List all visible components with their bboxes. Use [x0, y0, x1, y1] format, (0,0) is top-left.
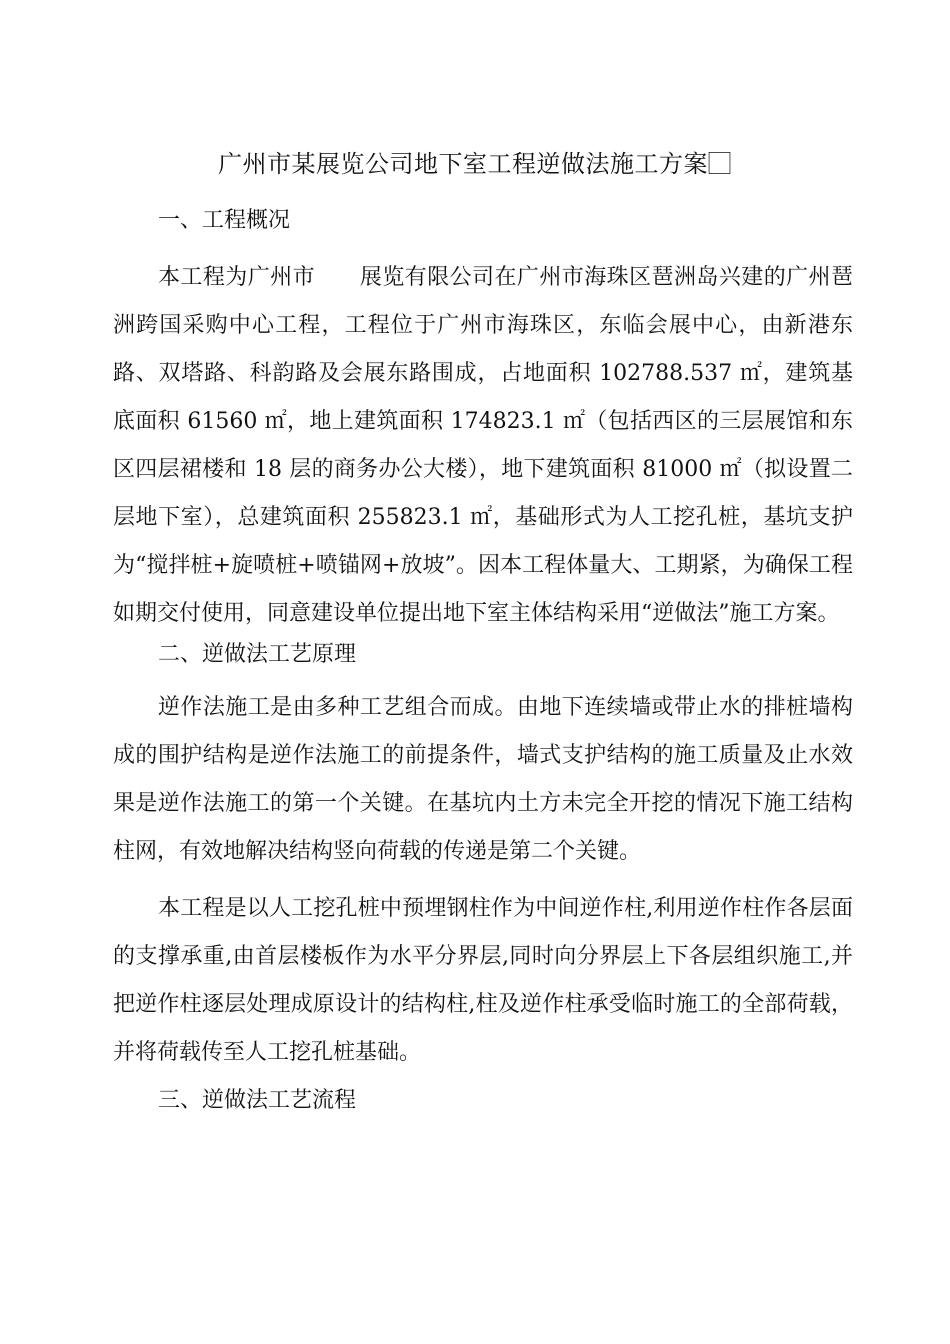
title-text: 广州市某展览公司地下室工程逆做法施工方案 — [218, 150, 732, 178]
section-heading-process: 三、逆做法工艺流程 — [158, 1088, 357, 1113]
section-heading-principle: 二、逆做法工艺原理 — [158, 642, 357, 667]
document-title — [0, 142, 950, 186]
paragraph-overview: 本工程为广州市 展览有限公司在广州市海珠区琶洲岛兴建的广州琶洲跨国采购中心工程，工程位于广州市海珠区，东临会展中心，由新港东路、双塔路、科韵路及会展东路围成，占地面积 102788.537 ㎡，建筑基底面积 61560 ㎡，地上建筑面积 174823.1 ㎡（包括西区的三层展馆和东区四层裙楼和 18 层的商务办公大楼），地下建筑面积 81000 ㎡（拟设置二层地下室），总建筑面积 255823.1 ㎡，基础形式为人工挖孔桩，基坑支护为“搅拌桩+旋喷桩+喷锚网+放坡”。因本工程体量大、工期紧，为确保工程如期交付使用，同意建设单位提出地下室主体结构采用“逆做法”施工方案。 — [113, 265, 853, 626]
paragraph-principle-1: 逆作法施工是由多种工艺组合而成。由地下连续墙或带止水的排桩墙构成的围护结构是逆作法施工的前提条件，墙式支护结构的施工质量及止水效果是逆作法施工的第一个关键。在基坑内土方未完全开挖的情况下施工结构柱网，有效地解决结构竖向荷载的传递是第二个关键。 — [113, 695, 853, 864]
section-heading-overview: 一、工程概况 — [158, 208, 291, 233]
paragraph-principle-2: 本工程是以人工挖孔桩中预埋钢柱作为中间逆作柱,利用逆作柱作各层面的支撑承重,由首层楼板作为水平分界层,同时向分界层上下各层组织施工,并把逆作柱逐层处理成原设计的结构柱,柱及逆作柱承受临时施工的全部荷载，并将荷载传至人工挖孔桩基础。 — [113, 896, 853, 1065]
